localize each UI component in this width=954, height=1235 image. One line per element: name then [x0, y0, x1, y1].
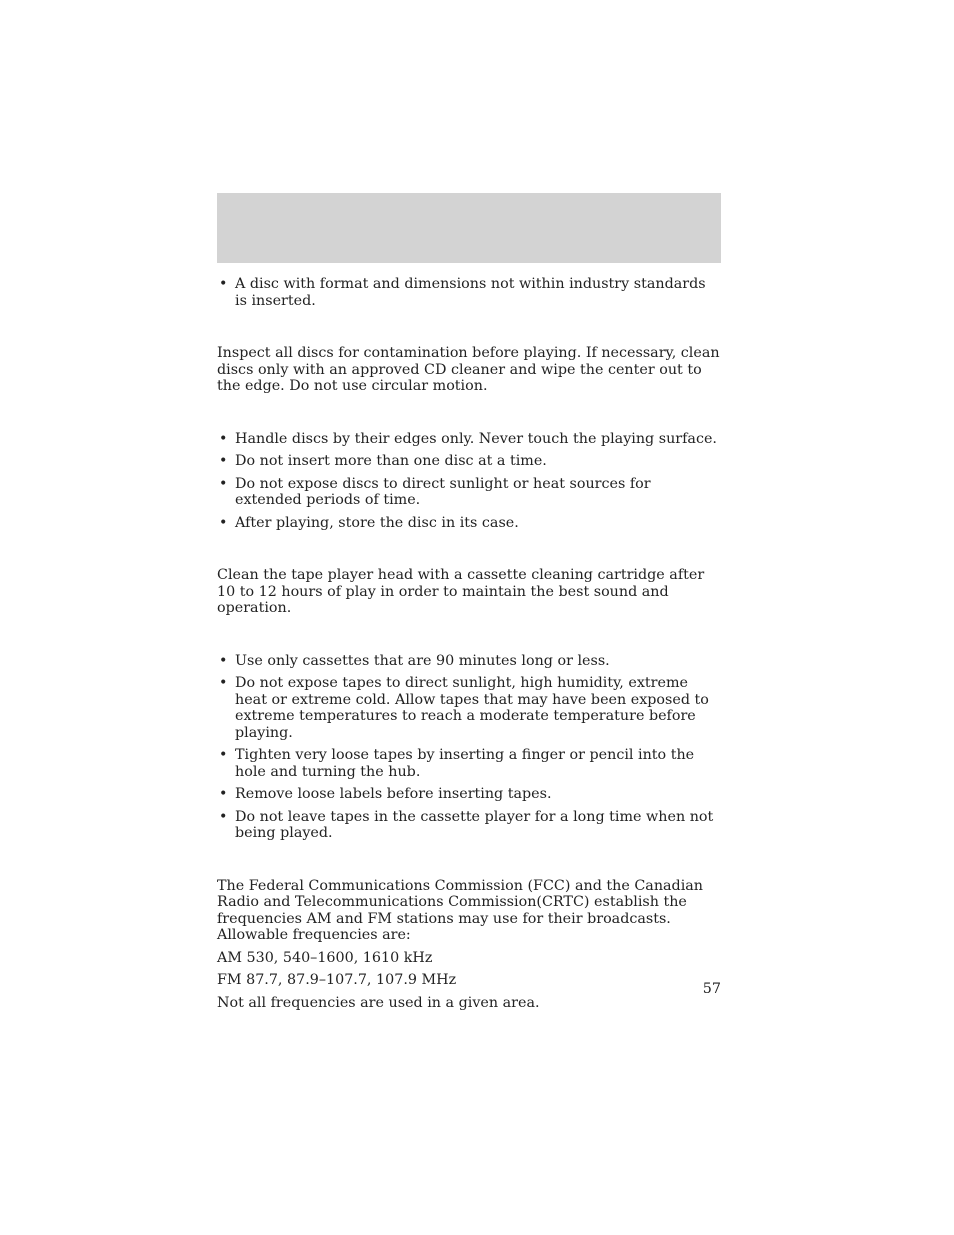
list-item-text: Handle discs by their edges only. Never touch the playing surface.	[235, 430, 717, 447]
cd-tips-list	[217, 431, 721, 532]
tape-care-paragraph: Clean the tape player head with a cassette cleaning cartridge after 10 to 12 hours of play in order to maintain the best sound and operation.	[217, 567, 705, 616]
list-item	[217, 276, 721, 309]
list-item-text: Do not expose discs to direct sunlight or heat sources for extended periods of time.	[235, 475, 651, 508]
frequency-intro-paragraph: The Federal Communications Commission (FCC) and the Canadian Radio and Telecommunications Commission(CRTC) establish the frequencies AM and FM stations may use for their broadcasts. Allowable frequencies are:	[217, 877, 704, 943]
list-item	[217, 786, 721, 803]
disc-issue-list	[217, 276, 721, 309]
list-item	[217, 675, 721, 741]
list-item	[217, 515, 721, 532]
bullet-icon: •	[219, 786, 228, 802]
list-item	[217, 453, 721, 470]
list-item-text: Tighten very loose tapes by inserting a finger or pencil into the hole and turning the hub.	[235, 747, 695, 780]
bullet-icon: •	[219, 675, 228, 691]
bullet-icon: •	[219, 747, 228, 763]
bullet-icon: •	[219, 276, 228, 292]
list-item-text: A disc with format and dimensions not within industry standards is inserted.	[235, 276, 706, 309]
page-number: 57	[702, 981, 721, 997]
bullet-icon: •	[219, 652, 228, 669]
bullet-icon: •	[219, 475, 228, 492]
frequency-note: Not all frequencies are used in a given area.	[217, 994, 540, 1011]
list-item	[217, 809, 721, 842]
tape-tips-list	[217, 653, 721, 842]
list-item-text: Use only cassettes that are 90 minutes long or less.	[235, 652, 610, 669]
bullet-icon: •	[219, 514, 228, 531]
list-item-text: Do not insert more than one disc at a time.	[235, 453, 547, 469]
list-item	[217, 653, 721, 670]
list-item	[217, 747, 721, 780]
list-item	[217, 476, 721, 509]
bullet-icon: •	[219, 808, 228, 825]
list-item-text: Do not leave tapes in the cassette player for a long time when not being played.	[235, 808, 714, 841]
section-header-band	[217, 193, 721, 263]
bullet-icon: •	[219, 430, 228, 447]
list-item	[217, 431, 721, 448]
list-item-text: Remove loose labels before inserting tapes.	[235, 786, 552, 802]
bullet-icon: •	[219, 453, 228, 469]
list-item-text: Do not expose tapes to direct sunlight, high humidity, extreme heat or extreme cold. Allow tapes that may have been exposed to extreme temperatures to reach a moderate temperature before playing.	[235, 675, 709, 741]
page-content	[217, 276, 721, 1011]
fm-frequencies: FM 87.7, 87.9–107.7, 107.9 MHz	[217, 972, 457, 988]
cd-care-paragraph: Inspect all discs for contamination before playing. If necessary, clean discs only with an approved CD cleaner and wipe the center out to the edge. Do not use circular motion.	[217, 345, 720, 394]
list-item-text: After playing, store the disc in its case.	[235, 514, 519, 531]
am-frequencies: AM 530, 540–1600, 1610 kHz	[217, 949, 433, 966]
